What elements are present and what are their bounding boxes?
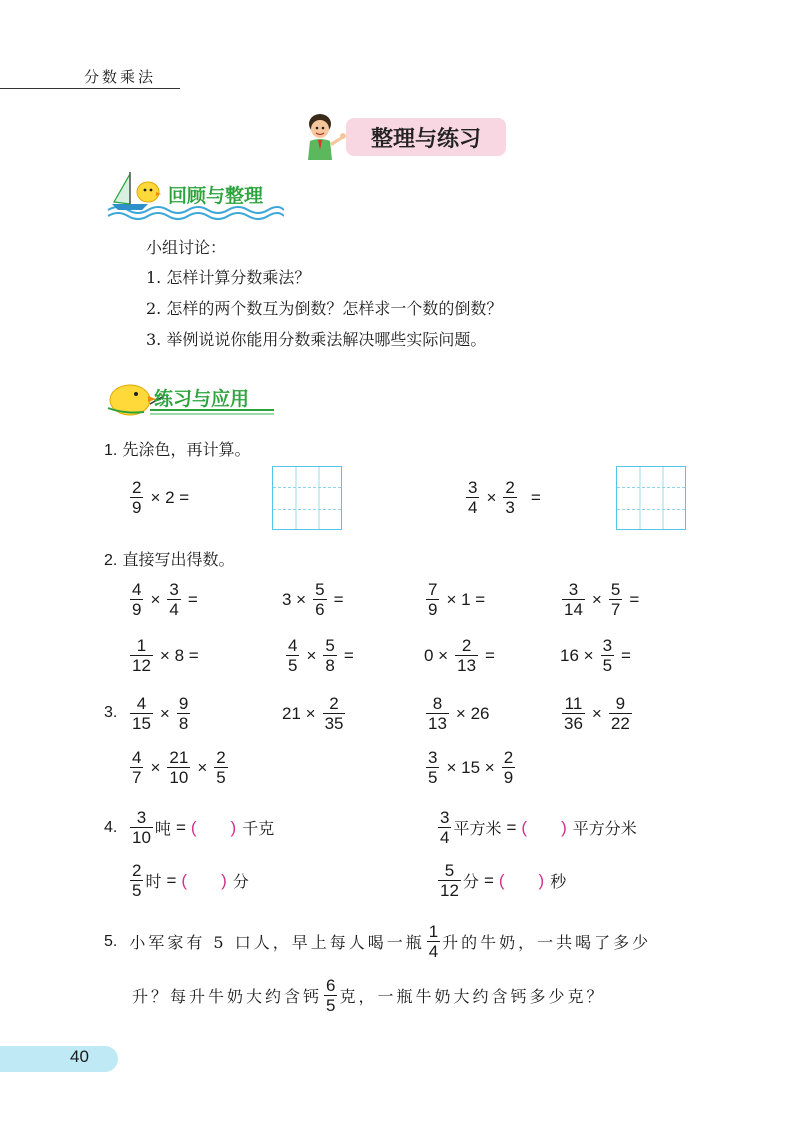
- numerator: 2: [461, 636, 472, 655]
- fraction: [214, 748, 227, 787]
- denominator: 7: [132, 768, 142, 787]
- fraction: [130, 580, 143, 619]
- q2-r1-a: [128, 580, 203, 619]
- fraction: [177, 694, 190, 733]
- denominator: 4: [468, 498, 478, 517]
- fraction: [562, 694, 585, 733]
- denominator: 36: [564, 714, 583, 733]
- running-header: 分数乘法: [84, 68, 157, 86]
- expr-text: =: [485, 645, 495, 665]
- numerator: 5: [610, 580, 621, 599]
- expr-text: ): [230, 817, 237, 837]
- denominator: 9: [132, 498, 142, 517]
- denominator: 15: [132, 714, 151, 733]
- denominator: 12: [132, 656, 151, 675]
- q4-b: [436, 808, 637, 847]
- fraction: [130, 636, 153, 675]
- numerator: 21: [169, 748, 189, 767]
- denominator: 10: [169, 768, 189, 787]
- expr-text: =: [506, 817, 517, 837]
- fraction: [609, 580, 622, 619]
- expr-text: ): [561, 817, 567, 837]
- denominator: 22: [610, 714, 630, 733]
- denominator: 4: [169, 600, 179, 619]
- fraction: [426, 748, 439, 787]
- numerator: 4: [132, 580, 142, 599]
- denominator: 3: [505, 498, 515, 517]
- denominator: 7: [610, 600, 621, 619]
- fraction: [313, 580, 326, 619]
- q3-a: [128, 694, 192, 733]
- numerator: 2: [505, 478, 515, 497]
- expr-text: 升？每升牛奶大约含钙: [132, 987, 323, 1006]
- review-item-1: 1. 怎样计算分数乘法？: [146, 268, 311, 287]
- expr-text: 16 ×: [560, 645, 594, 665]
- expr-text: 平方分米: [572, 819, 637, 838]
- q2-r1-d: [560, 580, 644, 619]
- numerator: 8: [432, 694, 443, 713]
- fraction: [286, 636, 299, 675]
- q1-prompt: 先涂色，再计算。: [122, 440, 251, 459]
- numerator: 4: [288, 636, 298, 655]
- expr-text: 0 ×: [424, 645, 449, 665]
- numerator: 9: [178, 694, 189, 713]
- q2-line: [104, 550, 234, 571]
- fraction: [426, 580, 439, 619]
- fraction: [167, 580, 180, 619]
- numerator: 5: [444, 861, 455, 880]
- fraction: [455, 636, 478, 675]
- q4-number: 4.: [104, 819, 118, 836]
- expr-text: ×: [150, 589, 161, 609]
- denominator: 13: [428, 714, 447, 733]
- expr-text: 5.: [104, 932, 118, 950]
- numerator: 1: [136, 636, 147, 655]
- q3-d: [560, 694, 634, 733]
- expr-text: × 15 ×: [446, 757, 495, 777]
- expr-text: 分: [462, 872, 479, 891]
- fraction: [426, 694, 449, 733]
- expr-text: ×: [150, 757, 161, 777]
- expr-text: =: [629, 589, 640, 609]
- fraction: [130, 861, 143, 900]
- q1-expr-b: [464, 478, 546, 517]
- q2-r1-c: [424, 580, 490, 619]
- q1-expr-a: [128, 478, 194, 517]
- expr-text: =: [343, 645, 354, 665]
- expr-text: 平方米: [453, 819, 502, 838]
- expr-text: 升的牛奶，一共喝了多少: [442, 933, 652, 952]
- fraction: [466, 478, 479, 517]
- denominator: 5: [602, 656, 613, 675]
- q3-b: [282, 694, 347, 733]
- denominator: 5: [288, 656, 298, 675]
- q4-d: [436, 861, 566, 900]
- expr-text: =: [333, 589, 344, 609]
- numerator: 2: [216, 748, 226, 767]
- q2-number: 2.: [104, 552, 118, 569]
- numerator: 3: [169, 580, 179, 599]
- expr-text: ×: [159, 703, 170, 723]
- q2-r2-d: [560, 636, 636, 675]
- expr-text: =: [187, 589, 198, 609]
- q4-c: [128, 861, 249, 900]
- denominator: 5: [216, 768, 226, 787]
- fraction: [167, 748, 190, 787]
- page-number-tab: [0, 1046, 118, 1072]
- fraction: [502, 748, 515, 787]
- expr-text: 吨: [154, 819, 171, 838]
- numerator: 7: [428, 580, 438, 599]
- q2-r1-b: [282, 580, 349, 619]
- denominator: 4: [440, 828, 450, 847]
- header-rule: [0, 88, 180, 89]
- q5-line-1: [104, 922, 651, 961]
- fraction: [130, 808, 153, 847]
- expr-text: 3 ×: [282, 589, 307, 609]
- denominator: 6: [315, 600, 325, 619]
- expr-text: × 26: [455, 703, 490, 723]
- fraction: [438, 808, 451, 847]
- numerator: 2: [132, 861, 142, 880]
- expr-text: 分: [232, 872, 249, 891]
- expr-text: × 2 =: [150, 487, 190, 507]
- denominator: 9: [132, 600, 142, 619]
- fraction: [438, 861, 461, 900]
- numerator: 5: [325, 636, 335, 655]
- numerator: 4: [136, 694, 147, 713]
- denominator: 14: [564, 600, 583, 619]
- page-number: 40: [70, 1047, 89, 1066]
- denominator: 4: [428, 942, 439, 961]
- denominator: 5: [132, 881, 142, 900]
- denominator: 9: [503, 768, 514, 787]
- fraction: [130, 694, 153, 733]
- numerator: 1: [428, 922, 439, 941]
- expr-text: ×: [306, 645, 317, 665]
- numerator: 11: [564, 694, 583, 713]
- q3-c: [424, 694, 494, 733]
- numerator: 4: [132, 748, 142, 767]
- expr-text: 小军家有 5 口人，早上每人喝一瓶: [129, 933, 425, 952]
- fraction: [323, 636, 336, 675]
- denominator: 8: [178, 714, 189, 733]
- q4-a: [128, 808, 274, 847]
- fraction: [427, 922, 440, 961]
- denominator: 8: [325, 656, 335, 675]
- expr-text: (: [498, 870, 505, 890]
- denominator: 5: [428, 768, 438, 787]
- fraction: [130, 748, 143, 787]
- q2-r2-a: [128, 636, 204, 675]
- expr-text: =: [166, 870, 177, 890]
- fraction: [562, 580, 585, 619]
- numerator: 6: [326, 976, 336, 995]
- expr-text: (: [521, 817, 528, 837]
- numerator: 3: [440, 808, 450, 827]
- numerator: 2: [329, 694, 339, 713]
- review-item-3: 3. 举例说说你能用分数乘法解决哪些实际问题。: [146, 330, 487, 349]
- expr-text: ): [538, 870, 545, 890]
- review-section-title: 回顾与整理: [168, 185, 264, 207]
- fraction: [323, 694, 346, 733]
- denominator: 13: [457, 656, 477, 675]
- expr-text: 时: [145, 872, 162, 891]
- numerator: 9: [615, 694, 626, 713]
- denominator: 9: [428, 600, 438, 619]
- numerator: 2: [503, 748, 514, 767]
- q2-prompt: 直接写出得数。: [122, 550, 235, 569]
- review-intro: 小组讨论：: [146, 238, 227, 257]
- q1-line: [104, 440, 250, 461]
- coloring-grid-a[interactable]: [272, 466, 342, 530]
- q2-r2-b: [284, 636, 359, 675]
- expr-text: 克，一瓶牛奶大约含钙多少克？: [339, 987, 606, 1006]
- expr-text: ×: [486, 487, 497, 507]
- expr-text: 千克: [242, 819, 275, 838]
- denominator: 12: [440, 881, 459, 900]
- q2-r2-c: [424, 636, 500, 675]
- practice-section-title: 练习与应用: [154, 388, 250, 410]
- denominator: 5: [326, 996, 336, 1015]
- fraction: [130, 478, 143, 517]
- numerator: 3: [136, 808, 147, 827]
- expr-text: =: [483, 870, 494, 890]
- expr-text: ×: [197, 757, 208, 777]
- numerator: 3: [568, 580, 579, 599]
- expr-text: 秒: [550, 872, 567, 891]
- fraction: [609, 694, 632, 733]
- expr-text: ×: [591, 589, 602, 609]
- expr-text: (: [181, 870, 188, 890]
- numerator: 5: [315, 580, 325, 599]
- fraction: [601, 636, 614, 675]
- review-item-2: 2. 怎样的两个数互为倒数？怎样求一个数的倒数？: [146, 299, 503, 318]
- expr-text: =: [530, 487, 541, 507]
- fraction: [324, 976, 337, 1015]
- q5-line-2: [132, 976, 606, 1015]
- q3-number: 3.: [104, 704, 118, 721]
- expr-text: × 1 =: [446, 589, 486, 609]
- expr-text: =: [175, 817, 186, 837]
- q3-g: [424, 748, 517, 787]
- expr-text: 21 ×: [282, 703, 316, 723]
- numerator: 3: [428, 748, 438, 767]
- q1-number: 1.: [104, 442, 118, 459]
- expr-text: =: [621, 645, 631, 665]
- chapter-title: 整理与练习: [346, 118, 506, 156]
- numerator: 2: [132, 478, 142, 497]
- denominator: 35: [324, 714, 344, 733]
- numerator: 3: [602, 636, 613, 655]
- boy-pointing-icon: [298, 110, 350, 162]
- expr-text: (: [190, 817, 197, 837]
- expr-text: × 8 =: [159, 645, 199, 665]
- expr-text: ×: [591, 703, 602, 723]
- q3-e: [128, 748, 230, 787]
- fraction: [503, 478, 516, 517]
- numerator: 3: [468, 478, 478, 497]
- denominator: 10: [132, 828, 151, 847]
- expr-text: ): [221, 870, 227, 890]
- coloring-grid-b[interactable]: [616, 466, 686, 530]
